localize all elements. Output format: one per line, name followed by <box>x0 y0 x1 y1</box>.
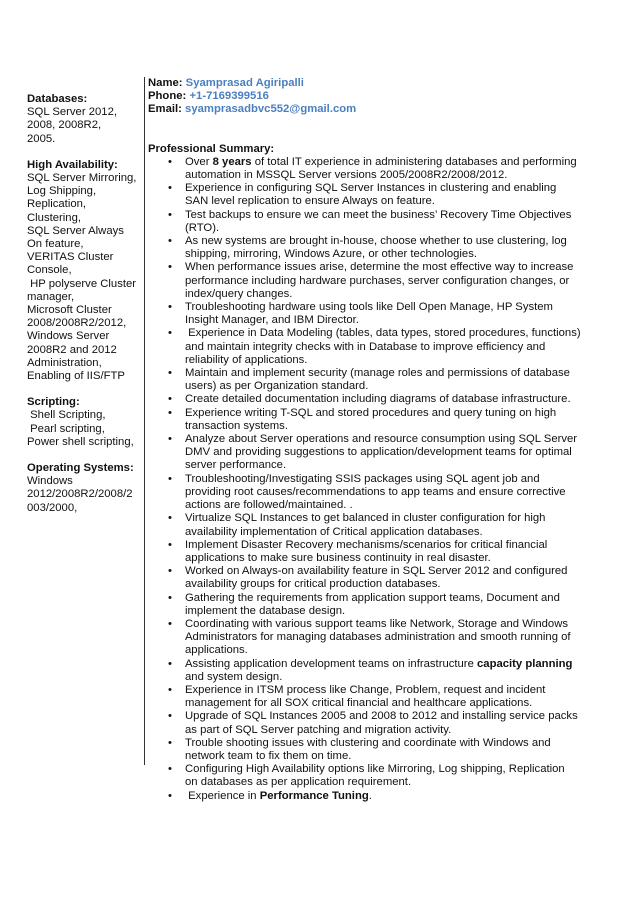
summary-text: Administrators for managing databases administration and smooth running of <box>185 631 571 644</box>
summary-item <box>148 393 571 406</box>
summary-line <box>185 407 568 420</box>
summary-item <box>148 261 574 301</box>
sidebar-section-heading: Databases: <box>27 93 88 105</box>
summary-text: applications. <box>185 644 248 657</box>
summary-title: Professional Summary: <box>148 142 275 155</box>
summary-text: Experience in Data Modeling (tables, data types, stored procedures, functions) <box>185 327 581 340</box>
summary-line <box>185 592 568 605</box>
summary-text: Upgrade of SQL Instances 2005 and 2008 to 2012 and installing service packs <box>185 710 578 723</box>
summary-text: management for all SOX critical financial and healthcare applications. <box>185 697 533 710</box>
sidebar-line: SQL Server Mirroring, <box>27 172 137 185</box>
summary-item <box>148 182 568 208</box>
sidebar-line: Shell Scripting, <box>27 409 106 422</box>
summary-item <box>148 592 568 618</box>
summary-text: Assisting application development teams on infrastructure <box>185 657 477 670</box>
bullet-icon: • <box>168 472 172 485</box>
sidebar-line: On feature, <box>27 238 84 251</box>
sidebar-line: Administration, <box>27 356 102 369</box>
summary-line <box>185 182 568 195</box>
sidebar-line: SQL Server Always <box>27 224 124 237</box>
summary-line <box>185 248 568 261</box>
summary-text: performance including hardware purchases, server configuration changes, or <box>185 274 570 287</box>
summary-line <box>185 737 568 750</box>
bullet-icon: • <box>168 657 172 670</box>
summary-line <box>185 301 568 314</box>
sidebar-line: SQL Server 2012, <box>27 106 118 119</box>
emphasis-text: capacity planning <box>477 657 573 670</box>
bullet-icon: • <box>168 736 172 749</box>
summary-text: When performance issues arise, determine the most effective way to increase <box>185 261 574 274</box>
bullet-icon: • <box>168 393 172 406</box>
sidebar-section <box>27 396 137 449</box>
email-row <box>148 103 568 116</box>
sidebar-line: 2008R2 and 2012 <box>27 343 117 356</box>
bullet-icon: • <box>168 617 172 630</box>
summary-text: . <box>368 789 372 802</box>
summary-line <box>185 459 568 472</box>
summary-item <box>148 433 578 473</box>
summary-text: shipping, mirroring, Windows Azure, or other technologies. <box>185 248 477 261</box>
summary-text: DMV and providing suggestions to application/development teams for optimal <box>185 446 572 459</box>
summary-line <box>185 539 568 552</box>
summary-line <box>185 446 572 459</box>
summary-item <box>148 155 577 182</box>
summary-item <box>148 407 568 433</box>
summary-line <box>185 327 581 340</box>
column-divider <box>144 77 145 765</box>
phone-value: +1-7169399516 <box>189 90 269 103</box>
summary-text: Implement Disaster Recovery mechanisms/scenarios for critical financial <box>185 538 548 551</box>
bullet-icon: • <box>168 710 172 723</box>
summary-text: Test backups to ensure we can meet the business’ Recovery Time Objectives <box>185 208 572 221</box>
summary-item <box>148 617 571 658</box>
sidebar-line: Log Shipping, <box>27 185 97 198</box>
summary-text: server performance. <box>185 459 287 472</box>
summary-text: (RTO). <box>185 221 220 234</box>
summary-item <box>148 301 568 327</box>
email-label: Email: <box>148 103 182 116</box>
summary-text: of total IT experience in administering databases and performing <box>251 155 577 168</box>
sidebar-line: VERITAS Cluster <box>27 251 114 264</box>
sidebar-line: HP polyserve Cluster <box>27 277 137 290</box>
summary-item <box>148 208 572 235</box>
bullet-icon: • <box>168 182 172 195</box>
bullet-icon: • <box>168 406 172 419</box>
summary-line <box>185 275 568 288</box>
bullet-icon: • <box>168 367 172 380</box>
summary-item <box>148 512 568 538</box>
summary-line <box>185 499 568 512</box>
summary-line <box>185 512 568 525</box>
summary-list <box>148 155 581 803</box>
summary-item <box>148 565 568 591</box>
summary-item <box>148 235 568 261</box>
sidebar-line: Windows Server <box>27 330 110 343</box>
bullet-icon: • <box>168 327 172 340</box>
summary-text: on databases as per application requirement. <box>185 776 412 789</box>
summary-line <box>185 208 572 222</box>
summary-line <box>185 380 568 393</box>
summary-line <box>185 222 568 235</box>
summary-line <box>185 750 568 763</box>
sidebar-line: Pearl scripting, <box>27 422 105 435</box>
main-content <box>148 77 581 803</box>
summary-text: Troubleshooting hardware using tools like Dell Open Manage, HP System <box>185 301 553 314</box>
summary-text: Maintain and implement security (manage roles and permissions of database <box>185 367 570 380</box>
bullet-icon: • <box>168 155 172 168</box>
emphasis-text: Performance Tuning <box>259 789 369 802</box>
summary-item <box>148 737 568 763</box>
summary-text: Virtualize SQL Instances to get balanced in cluster configuration for high <box>185 512 546 525</box>
sidebar-section-heading: Operating Systems: <box>27 462 134 475</box>
summary-text: Over <box>185 155 213 168</box>
summary-line <box>185 288 568 301</box>
sidebar-line: Windows <box>27 475 73 488</box>
bullet-icon: • <box>168 789 172 802</box>
summary-line <box>185 618 568 631</box>
summary-line <box>185 644 568 657</box>
summary-line <box>185 341 568 354</box>
summary-text: Analyze about Server operations and resource consumption using SQL Server <box>185 433 578 446</box>
bullet-icon: • <box>168 261 172 274</box>
summary-text: providing root causes/recommendations to app teams and ensure corrective <box>185 485 566 498</box>
name-label: Name: <box>148 77 183 89</box>
bullet-icon: • <box>168 683 172 696</box>
summary-line <box>185 314 568 327</box>
bullet-icon: • <box>168 763 172 776</box>
summary-text: network team to fix them on time. <box>185 749 352 762</box>
summary-line <box>185 724 568 737</box>
summary-line <box>185 710 578 723</box>
summary-text: As new systems are brought in-house, choose whether to use clustering, log <box>185 235 567 248</box>
skills-sidebar <box>27 93 137 528</box>
summary-text: Troubleshooting/Investigating SSIS packages using SQL agent job and <box>185 472 540 485</box>
summary-text: users) as per Organization standard. <box>185 380 369 393</box>
summary-line <box>185 565 568 578</box>
summary-text: and system design. <box>185 670 283 683</box>
summary-line <box>185 486 568 499</box>
contact-block <box>148 77 568 117</box>
bullet-icon: • <box>168 301 172 314</box>
summary-text: actions are followed/maintained. . <box>185 499 353 512</box>
summary-line <box>185 684 568 697</box>
summary-text: Experience in <box>185 789 260 802</box>
sidebar-section <box>27 159 137 383</box>
summary-text: Experience in ITSM process like Change, Problem, request and incident <box>185 683 546 696</box>
emphasis-text: 8 years <box>212 155 252 168</box>
summary-line <box>185 578 568 591</box>
summary-text: SAN level replication to ensure Always on feature. <box>185 195 435 208</box>
phone-row <box>148 90 568 103</box>
sidebar-line: Console, <box>27 264 72 277</box>
summary-text: reliability of applications. <box>185 353 308 366</box>
sidebar-line: manager, <box>27 290 75 303</box>
summary-line <box>185 776 568 789</box>
summary-text: Create detailed documentation including diagrams of database infrastructure. <box>185 393 571 406</box>
summary-text: availability implementation of Critical application databases. <box>185 525 483 538</box>
summary-line <box>185 433 578 446</box>
summary-item <box>148 710 578 736</box>
summary-text: implement the database design. <box>185 604 346 617</box>
summary-item <box>148 367 568 393</box>
summary-item <box>148 473 568 513</box>
summary-item <box>148 657 573 684</box>
summary-line <box>185 790 568 803</box>
summary-line <box>185 261 574 274</box>
bullet-icon: • <box>168 512 172 525</box>
summary-item <box>148 684 568 710</box>
sidebar-section <box>27 93 137 146</box>
sidebar-line: Clustering, <box>27 211 81 224</box>
bullet-icon: • <box>168 591 172 604</box>
summary-text: as part of SQL Server patching and migration activity. <box>185 723 452 736</box>
summary-line <box>185 195 568 208</box>
summary-line <box>185 526 568 539</box>
summary-line <box>185 235 568 248</box>
phone-label: Phone: <box>148 90 187 103</box>
summary-line <box>185 155 577 169</box>
bullet-icon: • <box>168 208 172 221</box>
summary-text: availability groups for critical production databases. <box>185 578 441 591</box>
sidebar-line: 2005. <box>27 132 56 145</box>
summary-text: Experience writing T-SQL and stored procedures and query tuning on high <box>185 406 557 419</box>
summary-text: transaction systems. <box>185 419 288 432</box>
summary-line <box>185 763 568 776</box>
sidebar-section-heading: Scripting: <box>27 396 80 409</box>
sidebar-section <box>27 462 137 515</box>
summary-line <box>185 367 568 380</box>
summary-text: Coordinating with various support teams like Network, Storage and Windows <box>185 617 569 630</box>
summary-text: applications to make sure business continuity in real disaster. <box>185 551 491 564</box>
summary-line <box>185 671 568 684</box>
summary-line <box>185 631 571 644</box>
bullet-icon: • <box>168 235 172 248</box>
summary-line <box>185 552 568 565</box>
bullet-icon: • <box>168 433 172 446</box>
summary-line <box>185 169 568 182</box>
name-value: Syamprasad Agiripalli <box>185 77 304 89</box>
summary-line <box>185 657 573 671</box>
summary-text: Experience in configuring SQL Server Instances in clustering and enabling <box>185 182 557 195</box>
summary-item <box>148 327 581 367</box>
summary-text: index/query changes. <box>185 287 293 300</box>
summary-line <box>185 697 568 710</box>
sidebar-line: Microsoft Cluster <box>27 304 112 317</box>
summary-text: and maintain integrity checks with in Database to improve efficiency and <box>185 340 546 353</box>
summary-text: Gathering the requirements from application support teams, Document and <box>185 591 560 604</box>
sidebar-line: 003/2000, <box>27 501 78 514</box>
summary-text: automation in MSSQL Server versions 2005/2008R2/2008/2012. <box>185 169 508 182</box>
summary-line <box>185 605 568 618</box>
summary-item <box>148 790 568 803</box>
sidebar-line: 2012/2008R2/2008/2 <box>27 488 133 501</box>
summary-text: Trouble shooting issues with clustering and coordinate with Windows and <box>185 736 551 749</box>
bullet-icon: • <box>168 538 172 551</box>
bullet-icon: • <box>168 565 172 578</box>
summary-line <box>185 473 568 486</box>
summary-item <box>148 763 568 789</box>
summary-line <box>185 354 568 367</box>
sidebar-section-heading: High Availability: <box>27 158 118 171</box>
name-row <box>148 77 568 90</box>
sidebar-line: Replication, <box>27 198 87 211</box>
summary-text: Worked on Always-on availability feature in SQL Server 2012 and configured <box>185 565 568 578</box>
summary-item <box>148 539 568 565</box>
sidebar-line: 2008/2008R2/2012, <box>27 317 127 330</box>
email-value: syamprasadbvc552@gmail.com <box>185 103 357 116</box>
summary-text: Insight Manager, and IBM Director. <box>185 314 359 327</box>
sidebar-line: Power shell scripting, <box>27 435 134 448</box>
summary-line <box>185 420 568 433</box>
sidebar-line: 2008, 2008R2, <box>27 119 102 132</box>
summary-text: Configuring High Availability options like Mirroring, Log shipping, Replication <box>185 763 565 776</box>
sidebar-line: Enabling of IIS/FTP <box>27 370 125 383</box>
summary-line <box>185 393 571 406</box>
